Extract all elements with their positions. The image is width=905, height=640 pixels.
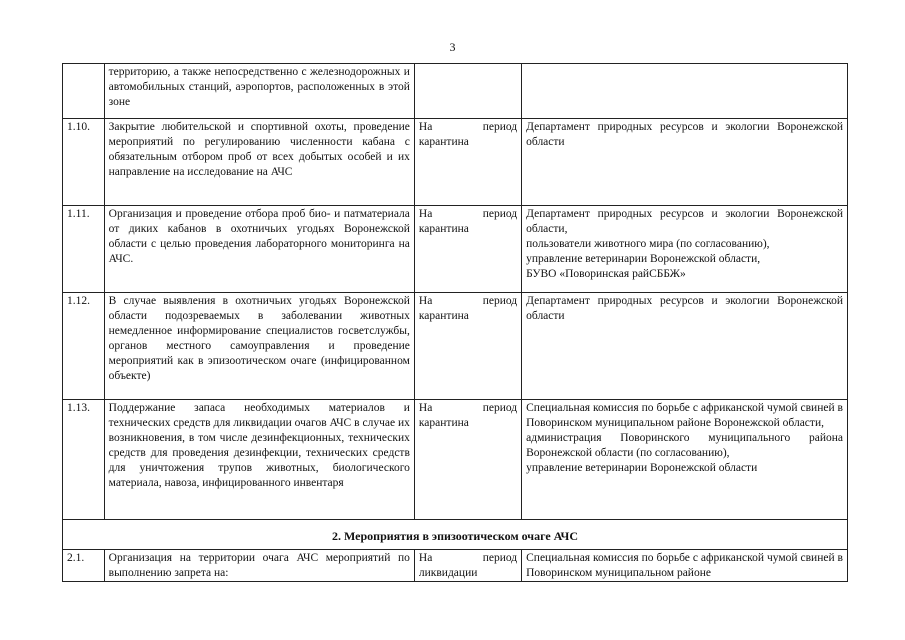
term-prefix: На (418, 121, 433, 133)
row-number: 2.1. (63, 550, 105, 582)
term-period: карантина (418, 310, 469, 322)
row-number: 1.13. (63, 400, 105, 520)
term-prefix: На (418, 552, 433, 564)
term-prefix: На (418, 295, 433, 307)
term-period: ликвидации (418, 567, 478, 579)
row-term (414, 64, 521, 119)
page-number: 3 (449, 40, 456, 54)
responsible-line: Департамент природных ресурсов и экологии Воронежской области (526, 121, 843, 148)
row-term (414, 400, 521, 520)
term-word: период (482, 552, 518, 564)
row-responsible (522, 400, 848, 520)
row-responsible (522, 206, 848, 293)
term-word: период (482, 295, 518, 307)
responsible-line: администрация Поворинского муниципального района Воронежской области (по согласованию), (526, 432, 843, 459)
responsible-line: Департамент природных ресурсов и экологии Воронежской области, (526, 208, 843, 235)
row-action: Организация на территории очага АЧС мероприятий по выполнению запрета на: (104, 550, 414, 582)
responsible-line: управление ветеринарии Воронежской области (526, 462, 758, 474)
row-action: Закрытие любительской и спортивной охоты, проведение мероприятий по регулированию численности кабана с обязательным отбором проб от всех добытых особей и их направление на исследование на АЧС (104, 119, 414, 206)
row-action: Поддержание запаса необходимых материалов и технических средств для ликвидации очагов АЧС в случае их возникновения, в том числе дезинфекционных, технических средств для проведения дезинфекции, технических средств для уничтожения трупов животных, биологического материала, навоза, инфицированного инвентаря (104, 400, 414, 520)
row-term (414, 293, 521, 400)
row-number (63, 64, 105, 119)
row-term (414, 206, 521, 293)
section-row (63, 520, 848, 550)
measures-table (62, 63, 848, 582)
term-period: карантина (418, 223, 469, 235)
responsible-line: Специальная комиссия по борьбе с африканской чумой свиней в Поворинском муниципальном районе (526, 552, 843, 579)
term-period: карантина (418, 136, 469, 148)
term-word: период (482, 121, 518, 133)
row-responsible (522, 293, 848, 400)
term-period: карантина (418, 417, 469, 429)
row-action: В случае выявления в охотничьих угодьях Воронежской области подозреваемых в заболевании животных немедленное информирование специалистов госветслужбы, органов местного самоуправления и проведение мероприятий как в эпизоотическом очаге (инфицированном объекте) (104, 293, 414, 400)
term-word: период (482, 402, 518, 414)
table-row (63, 400, 848, 520)
responsible-line: пользователи животного мира (по согласованию), (526, 238, 770, 250)
responsible-line: Специальная комиссия по борьбе с африканской чумой свиней в Поворинском муниципальном районе Воронежской области, (526, 402, 843, 429)
table-row (63, 206, 848, 293)
row-responsible (522, 64, 848, 119)
term-prefix: На (418, 208, 433, 220)
row-number: 1.12. (63, 293, 105, 400)
responsible-line: Департамент природных ресурсов и экологии Воронежской области (526, 295, 843, 322)
table-row (63, 119, 848, 206)
row-term (414, 119, 521, 206)
table-row (63, 64, 848, 119)
term-word: период (482, 208, 518, 220)
row-responsible (522, 550, 848, 582)
row-action: территорию, а также непосредственно с железнодорожных и автомобильных станций, аэропортов, расположенных в этой зоне (104, 64, 414, 119)
table-row (63, 293, 848, 400)
row-number: 1.11. (63, 206, 105, 293)
term-prefix: На (418, 402, 433, 414)
section-title: 2. Мероприятия в эпизоотическом очаге АЧС (63, 520, 848, 550)
row-number: 1.10. (63, 119, 105, 206)
responsible-line: БУВО «Поворинская райСББЖ» (526, 268, 686, 280)
row-responsible (522, 119, 848, 206)
row-action: Организация и проведение отбора проб био- и патматериала от диких кабанов в охотничьих угодьях Воронежской области с целью проведения лабораторного мониторинга на АЧС. (104, 206, 414, 293)
responsible-line: управление ветеринарии Воронежской области, (526, 253, 761, 265)
row-term (414, 550, 521, 582)
table-row (63, 550, 848, 582)
